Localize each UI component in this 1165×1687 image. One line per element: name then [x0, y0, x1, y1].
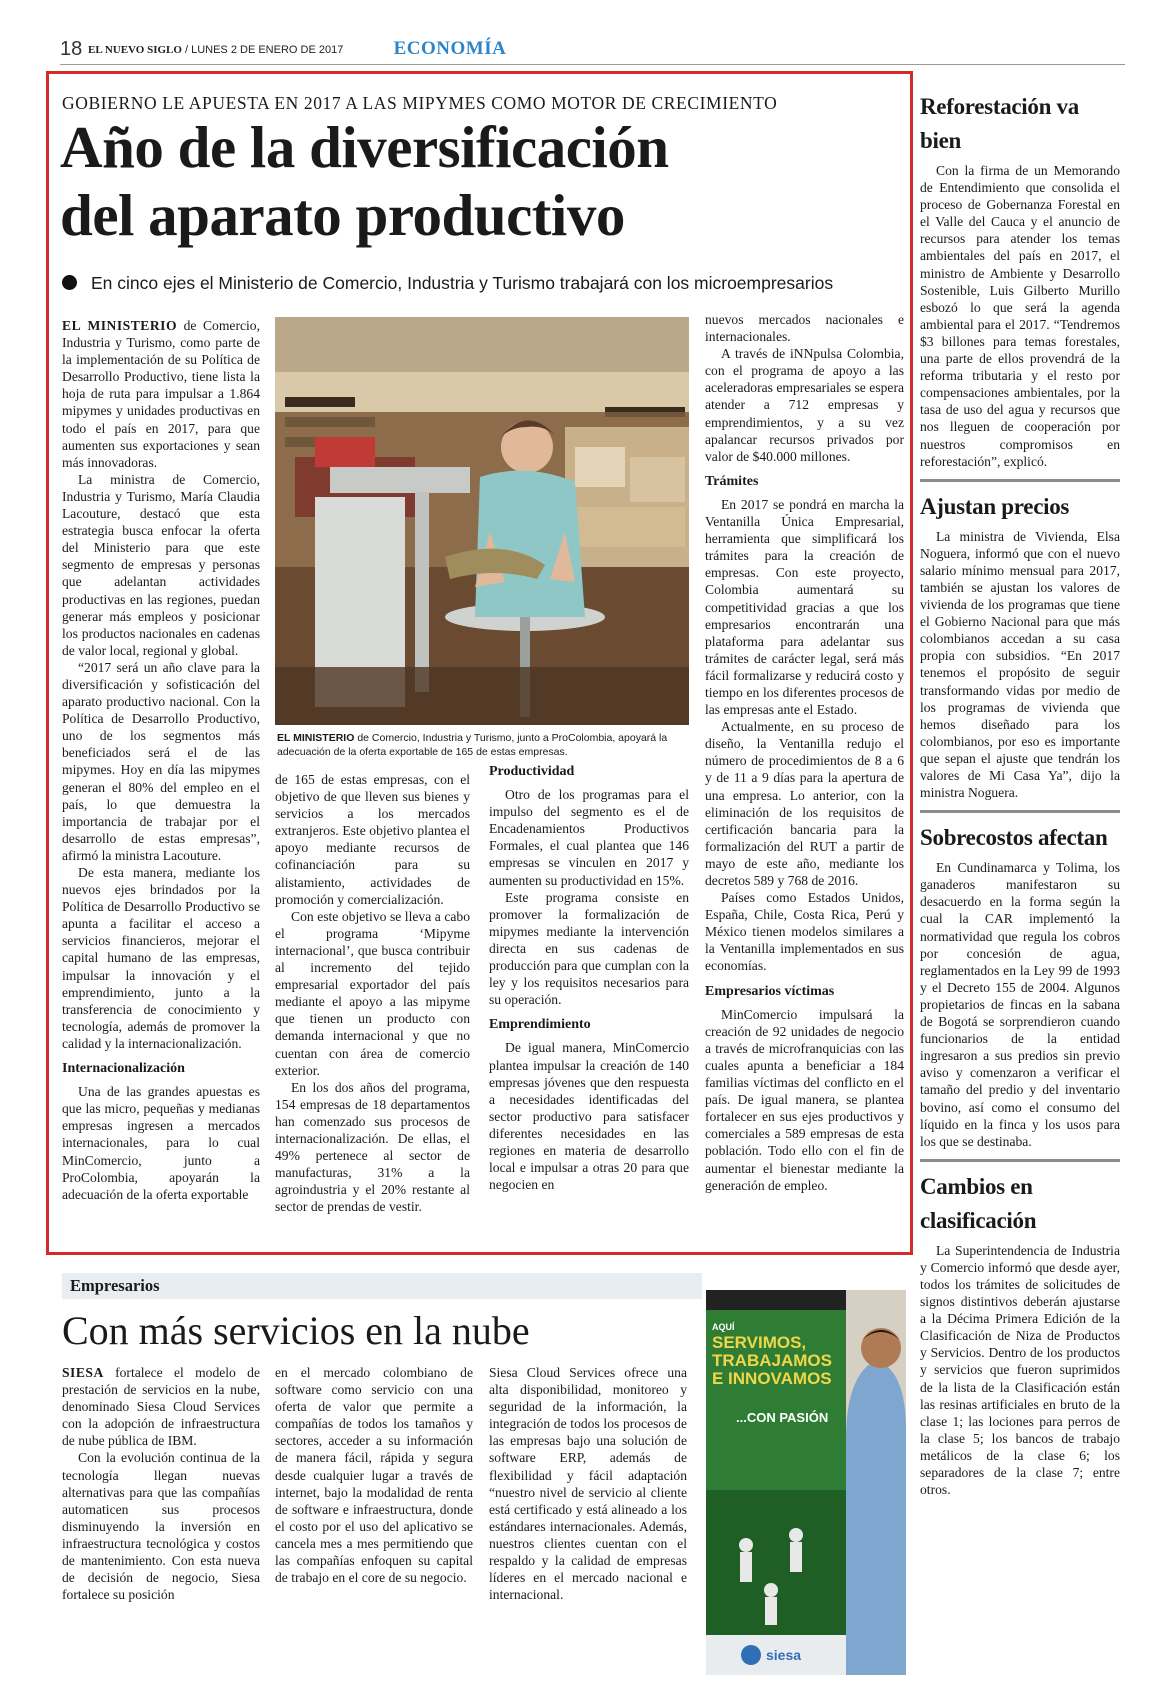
paragraph: De igual manera, MinComercio plantea impulsar la creación de 140 empresas jóvenes que den respuesta a necesidades identificadas del sector productivo para satisfacer diferentes necesidades en las regiones en materia de desarrollo local e impulsar a otras 20 para que negocien en — [489, 1040, 689, 1193]
article-kicker: GOBIERNO LE APUESTA EN 2017 A LAS MIPYMES COMO MOTOR DE CRECIMIENTO — [62, 93, 778, 113]
brief-text: Con la firma de un Memorando de Entendimiento que consolida el proceso de Gobernanza Forestal en el Valle del Cauca y el anuncio de recursos para atender los temas ambientales del país en 2017, el ministro de Ambiente y Desarrollo Sostenible, Luis Gilberto Murillo esbozó lo que será la agenda ambiental para el 2017. “Tendremos $3 billones para temas forestales, una parte de ellos provendrá de la reforma tributaria y el resto por compensaciones ambientales, por la tasa de uso del agua y recursos que nos lleguen de cooperación por nuestros compromisos en reforestación”, explicó. — [920, 163, 1120, 469]
second-headline: Con más servicios en la nube — [62, 1308, 530, 1353]
paragraph: Este programa consiste en promover la formalización de mipymes mediante la intervención directa en sus cadenas de producción para que cumplan con la ley y los requisitos necesarios para su operación. — [489, 889, 689, 1008]
ad-line-2: TRABAJAMOS — [712, 1351, 832, 1370]
factory-worker-image — [275, 317, 689, 725]
paragraph: Otro de los programas para el impulso del segmento es el de Encadenamientos Productivos Formales, el cual plantea que 146 empresas se vinculen en 2017 y aumenten su productividad en 15%. — [489, 787, 689, 888]
subheading-emprendimiento: Emprendimiento — [489, 1017, 591, 1033]
news-sidebar — [920, 90, 1120, 1498]
ad-small-text: AQUÍ — [712, 1322, 735, 1332]
subheading-tramites: Trámites — [705, 473, 759, 489]
lead-paragraph — [62, 1364, 260, 1449]
paragraph: Una de las grandes apuestas es que las micro, pequeñas y medianas empresas ingresen a mercados internacionales, para lo cual MinComercio, junto a ProColombia, apoyarán la adecuación de la oferta exportable — [62, 1084, 260, 1202]
paragraph: A través de iNNpulsa Colombia, con el programa de apoyo a las aceleradoras empresariales se espera atender a 712 empresas y emprendimientos, y a su vez apalancar recursos privados por valor de $40.000 millones. — [705, 346, 904, 464]
subheading-internacionalizacion: Internacionalización — [62, 1061, 185, 1077]
headline-line-2: del aparato productivo — [60, 182, 625, 248]
ribbon-label: Empresarios — [70, 1276, 160, 1295]
subheading-productividad: Productividad — [489, 764, 575, 779]
brief-text: La Superintendencia de Industria y Comercio informó que desde ayer, todos los trámites de solicitudes de signos distintivos deberán ajustarse a la Décima Primera Edición de la Clasificación de Niza de Productos y Servicios. Dentro de los productos y servicios que fueron suprimidos de la lista de la Clasificación están las resinas artificiales en bruto de la clase 1; las lociones para perros de la clase 5; los bancos de trabajo metálicos de la clase 6; los separadores de la clase 7; entre otros. — [920, 1242, 1120, 1498]
article-subhead — [62, 273, 922, 294]
paragraph: nuevos mercados nacionales e internacionales. — [705, 312, 904, 345]
page-header — [60, 38, 1125, 65]
lead-paragraph — [62, 317, 260, 471]
siesa-ad-photo — [706, 1290, 906, 1675]
second-column-3 — [489, 1364, 687, 1603]
brief-text: La ministra de Vivienda, Elsa Noguera, informó que con el nuevo salario mínimo mensual para 2017, también se ajustan los valores de vivienda de los programas que tiene el Gobierno Nacional para que más colombianos accedan a su casa propia con subsidios. “En 2017 tenemos el propósito de seguir transformando vidas por medio de los programas de vivienda que hemos diseñado para los colombianos, por eso es importante que sepan el ajuste que tendrán los valores de Mi Casa Ya”, dijo la ministra Noguera. — [920, 528, 1120, 801]
article-photo — [275, 317, 689, 725]
photo-caption — [277, 731, 687, 759]
article-column-1 — [62, 317, 260, 1203]
lead-word: EL MINISTERIO — [62, 318, 178, 333]
second-column-2 — [275, 1364, 473, 1586]
lead-word: SIESA — [62, 1365, 104, 1380]
section-name: ECONOMÍA — [393, 38, 507, 59]
paragraph: En 2017 se pondrá en marcha la Ventanilla Única Empresarial, herramienta que simplificará los trámites para la creación de empresas. Con este proyecto, Colombia aumentará su competitividad gracias a que los empresarios encontrarán una plataforma para adelantar sus trámites de carácter legal, será más fácil formalizarse y reducirá costo y tiempo en los diferentes procesos de las empresas ante el Estado. — [705, 496, 904, 718]
newspaper-name: EL NUEVO SIGLO — [88, 44, 182, 56]
article-column-4 — [705, 311, 904, 1194]
paragraph: en el mercado colombiano de software como servicio con una oferta de valor que permite a compañías de todos los tamaños y sectores, acceder a su información de manera fácil, rápida y segura desde cualquier lugar a través de internet, bajo la modalidad de renta de software e infraestructura, donde el costo por el uso del aplicativo se cancela mes a mes permitiendo que las compañías enfoquen su capital de trabajo en el core de su negocio. — [275, 1365, 473, 1586]
section-ribbon — [62, 1273, 702, 1299]
paragraph: Siesa Cloud Services ofrece una alta disponibilidad, monitoreo y seguridad de la información, la integración de todos los procesos de las empresas bajo una solución de software ERP, además de flexibilidad y fácil adaptación “nuestro nivel de servicio al cliente está certificado y está alineado a los estándares internacionales. Además, nuestros clientes cuentan con el respaldo y la calidad de empresas líderes en el mercado nacional e internacional. — [489, 1365, 687, 1603]
paragraph: La ministra de Comercio, Industria y Turismo, María Claudia Lacouture, destacó que esta estrategia busca enfocar la oferta del Ministerio para que este segmento de empresas y personas que adelantan actividades productivas en las regiones, puedan generar más empleos y posicionar los productos nacionales en cadenas de valor local, regional y global. — [62, 471, 260, 658]
subhead-text: En cinco ejes el Ministerio de Comercio, Industria y Turismo trabajará con los microempresarios — [91, 273, 834, 293]
headline-line-1: Año de la diversificación — [60, 114, 669, 180]
brief-title-sobrecostos: Sobrecostos afectan — [920, 825, 1108, 851]
brief-title-reforestacion: Reforestación va bien — [920, 94, 1079, 153]
article-column-3 — [489, 763, 689, 1193]
brief-text: En Cundinamarca y Tolima, los ganaderos manifestaron su desacuerdo en la forma según la cual la CAR implementó la normatividad que regula los cobros por concesión de agua, reglamentados en la Ley 99 de 1993 y el Decreto 155 de 2004. Algunos propietarios de fincas en la sabana de Bogotá se sorprendieron cuando funcionarios de la entidad ingresaron a sus predios sin previo aviso y comenzaron a verificar el tamaño del predio y del inventario bovino, así como el consumo del líquido en la finca y los usos para los que se destinaba. — [920, 860, 1120, 1149]
paragraph: de 165 de estas empresas, con el objetivo de que lleven sus bienes y servicios a los mercados extranjeros. Este objetivo plantea el apoyo mediante recursos de cofinanciación para su alistamiento, actividades de promoción y comercialización. — [275, 772, 470, 907]
paragraph: De esta manera, mediante los nuevos ejes brindados por la Política de Desarrollo Productivo se apunta a facilitar el acceso a servicios financieros, mejorar el capital humano de las empresas, impulsar la innovación y el emprendimiento, junto a la transferencia de conocimiento y tecnología, además de promover la calidad y la internacionalización. — [62, 865, 260, 1051]
brief-title-precios: Ajustan precios — [920, 493, 1070, 519]
paragraph: Con la evolución continua de la tecnología llegan nuevas alternativas para que las compañías automaticen sus procesos disminuyendo la inversión en infraestructura tecnológica y costos de mantenimiento. Con esta nueva de decisión de negocio, Siesa fortalece su posición — [62, 1450, 260, 1603]
caption-lead: EL MINISTERIO — [277, 732, 355, 744]
bullet-icon — [62, 275, 77, 290]
promo-banner-image — [706, 1290, 906, 1675]
subheading-empresarios-victimas: Empresarios víctimas — [705, 983, 835, 999]
ad-line-3: E INNOVAMOS — [712, 1369, 832, 1388]
brief-title-clasificacion: Cambios en clasificación — [920, 1173, 1037, 1233]
page-number: 18 — [60, 38, 83, 60]
paragraph: MinComercio impulsará la creación de 92 unidades de negocio a través de microfranquicias con las cuales apunta a beneficiar a 184 familias víctimas del conflicto en el país. De igual manera, se plantea fortalecer en sus ejes productivos y comerciales a 589 empresas de esta población. Todo ello con el fin de aumentar el bienestar mediante la generación de empleo. — [705, 1006, 904, 1193]
brief-divider — [920, 479, 1120, 482]
issue-date: / LUNES 2 DE ENERO DE 2017 — [181, 44, 344, 56]
second-column-1 — [62, 1364, 260, 1603]
ad-brand: siesa — [766, 1647, 802, 1663]
paragraph: “2017 será un año clave para la diversificación y sofisticación del aparato productivo nacional. Con la Política de Desarrollo Productivo, uno de los segmentos más beneficiados será el de las mipymes. Hoy en día las mipymes generan el 80% del empleo en el país, lo que demuestra la importancia de trabajar por el desarrollo de estas empresas”, afirmó la ministra Lacouture. — [62, 659, 260, 863]
caption-text: de Comercio, Industria y Turismo, junto a ProColombia, apoyará la adecuación de la oferta exportable de 165 de estas empresas. — [277, 732, 668, 758]
paragraph: Países como Estados Unidos, España, Chile, Costa Rica, Perú y México tienen modelos similares a la Ventanilla implementados en sus economías. — [705, 890, 904, 974]
ad-line-1: SERVIMOS, — [712, 1333, 807, 1352]
paragraph: En los dos años del programa, 154 empresas de 18 departamentos han comenzado sus procesos de internacionalización. De ellas, el 49% pertenece al sector de manufacturas, 31% a la agroindustria y el 20% restante al sector de prendas de vestir. — [275, 1079, 470, 1215]
paragraph: Actualmente, en su proceso de diseño, la Ventanilla redujo el número de procedimientos de 8 a 6 y de 11 a 9 días para la apertura de una empresa. Lo anterior, con la eliminación de los requisitos de certificación bancaria para la formalización del RUT a partir de mayo de este año, mediante los decretos 589 y 768 de 2016. — [705, 719, 904, 888]
article-headline — [60, 113, 900, 249]
lead-text: fortalece el modelo de prestación de servicios en la nube, denominado Siesa Cloud Services con la adopción de infraestructura de nube pública de IBM. — [62, 1365, 260, 1449]
paragraph: Con este objetivo se lleva a cabo el programa ‘Mipyme internacional’, que busca contribuir al incremento del tejido empresarial exportador del país mediante el apoyo a las mipyme que tienen un producto con demanda internacional y que no cuentan con área de comercio exterior. — [275, 908, 470, 1078]
ad-line-4: ...CON PASIÓN — [736, 1410, 829, 1425]
lead-text: de Comercio, Industria y Turismo, como parte de la implementación de su Política de Desarrollo Productivo, tiene lista la hoja de ruta para impulsar a 1.864 mipymes y unidades productivas en todo el país en 2017, para que aumenten sus exportaciones y sean más innovadoras. — [62, 318, 260, 470]
article-column-2 — [275, 771, 470, 1215]
brief-divider — [920, 1159, 1120, 1162]
brief-divider — [920, 810, 1120, 813]
